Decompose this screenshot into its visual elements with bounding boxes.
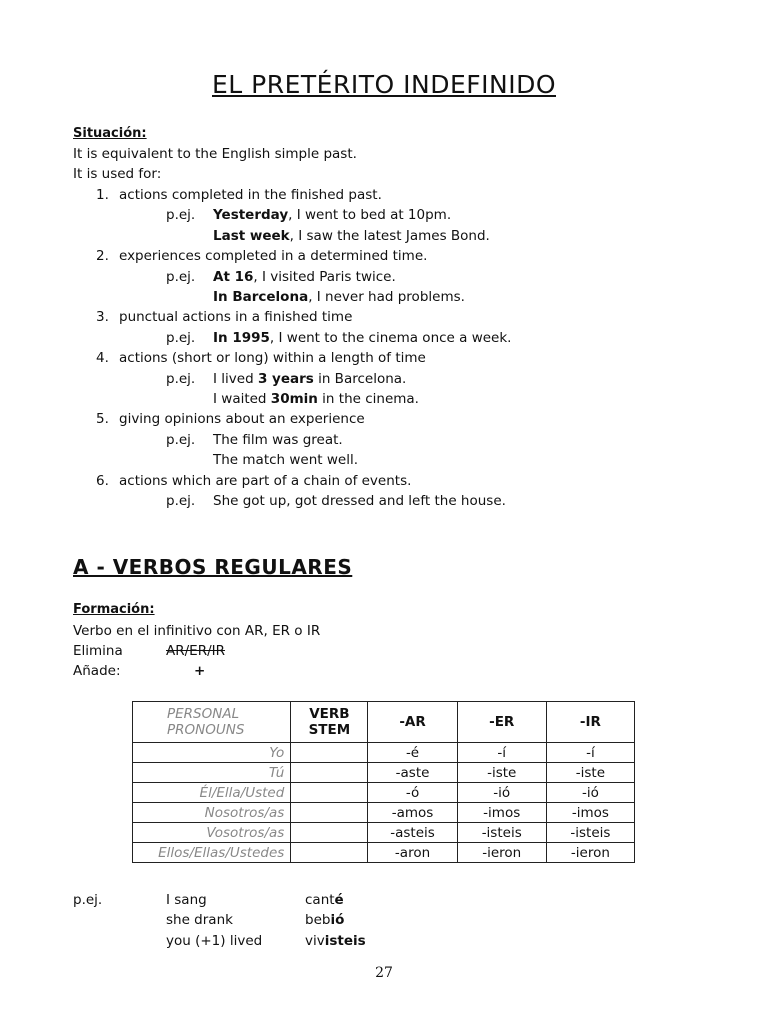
example-ending: isteis (324, 932, 366, 949)
ending-cell: -ió (546, 783, 634, 803)
example-sentence (213, 370, 406, 388)
example-english: she drank (166, 912, 233, 929)
ending-cell: -í (457, 743, 546, 763)
example-rest: , I saw the latest James Bond. (289, 227, 490, 244)
ending-cell: -isteis (546, 823, 634, 843)
stem-cell (291, 843, 368, 863)
use-number: 5. (96, 411, 109, 428)
example-rest: in Barcelona. (313, 370, 407, 387)
use-number: 6. (96, 472, 109, 489)
ending-cell: -í (546, 743, 634, 763)
example-rest: , I visited Paris twice. (253, 268, 396, 285)
anade-value: + (194, 663, 206, 679)
use-text: punctual actions in a finished time (119, 309, 353, 326)
example-pej: p.ej. (166, 431, 196, 448)
conjugation-table (132, 701, 635, 863)
table-header-cell: PERSONAL PRONOUNS (133, 702, 291, 743)
example-ending: ió (330, 912, 345, 929)
example-english: I sang (166, 892, 207, 908)
pronoun-cell: Tú (133, 763, 291, 783)
ending-cell: -ió (457, 783, 546, 803)
example-text: The match went well. (213, 452, 359, 469)
pronoun-cell: Él/Ella/Usted (133, 783, 291, 803)
ending-cell: -imos (457, 803, 546, 823)
example-rest: , I never had problems. (308, 289, 465, 305)
table-header-cell: VERB STEM (291, 702, 368, 743)
example-sentence (213, 268, 396, 286)
example-spanish (305, 891, 344, 909)
example-highlight: In 1995 (213, 329, 270, 346)
use-text: actions which are part of a chain of events. (119, 472, 412, 489)
use-number: 3. (96, 309, 109, 326)
use-number: 4. (96, 350, 109, 367)
table-header-cell: -AR (368, 702, 457, 743)
elimina-label: Elimina (73, 643, 123, 659)
stem-cell (291, 823, 368, 843)
ending-cell: -ieron (546, 843, 634, 863)
use-text: experiences completed in a determined time. (119, 248, 428, 265)
example-pej: p.ej. (166, 329, 196, 346)
page-number: 27 (375, 965, 393, 981)
table-row (133, 823, 635, 843)
use-text: giving opinions about an experience (119, 411, 365, 428)
section-a-heading: A - VERBOS REGULARES (73, 555, 353, 579)
table-row (133, 763, 635, 783)
example-highlight: 30min (270, 391, 318, 407)
ending-cell: -aron (368, 843, 457, 863)
ending-cell: -iste (457, 763, 546, 783)
ending-cell: -isteis (457, 823, 546, 843)
example-text: She got up, got dressed and left the house. (213, 493, 506, 509)
ending-cell: -ieron (457, 843, 546, 863)
example-pej: p.ej. (166, 268, 196, 285)
example-highlight: At 16 (213, 268, 254, 285)
formacion-line-1: Verbo en el infinitivo con AR, ER o IR (73, 623, 321, 639)
pronoun-cell: Vosotros/as (133, 823, 291, 843)
use-text: actions completed in the finished past. (119, 187, 382, 203)
example-sentence (213, 492, 506, 510)
page-title: EL PRETÉRITO INDEFINIDO (212, 70, 556, 99)
situacion-line-2: It is used for: (73, 166, 162, 182)
use-number: 1. (96, 187, 109, 203)
use-text: actions (short or long) within a length of time (119, 350, 426, 367)
examples-pej: p.ej. (73, 892, 103, 908)
stem-cell (291, 803, 368, 823)
example-stem: beb (305, 912, 331, 929)
example-sentence (213, 227, 490, 245)
example-sentence (213, 451, 358, 469)
example-highlight: Yesterday (213, 207, 289, 224)
table-header-cell: -IR (546, 702, 634, 743)
example-spanish (305, 932, 366, 950)
example-text: I lived (213, 370, 258, 387)
elimina-value: AR/ER/IR (166, 643, 225, 659)
example-sentence (213, 329, 511, 347)
table-header-row (133, 702, 635, 743)
anade-label: Añade: (73, 663, 121, 679)
ending-cell: -amos (368, 803, 457, 823)
example-text: The film was great. (213, 431, 343, 448)
example-stem: viv (305, 932, 325, 949)
example-rest: , I went to bed at 10pm. (288, 207, 452, 224)
table-row (133, 743, 635, 763)
example-sentence (213, 431, 343, 449)
pronoun-cell: Ellos/Ellas/Ustedes (133, 843, 291, 863)
table-row (133, 843, 635, 863)
stem-cell (291, 763, 368, 783)
example-sentence (213, 288, 465, 306)
table-row (133, 783, 635, 803)
example-pej: p.ej. (166, 493, 196, 509)
ending-cell: -asteis (368, 823, 457, 843)
stem-cell (291, 783, 368, 803)
table-row (133, 803, 635, 823)
example-stem: cant (305, 892, 335, 908)
example-rest: in the cinema. (317, 391, 419, 407)
example-sentence (213, 206, 451, 224)
pronoun-cell: Nosotros/as (133, 803, 291, 823)
ending-cell: -aste (368, 763, 457, 783)
ending-cell: -imos (546, 803, 634, 823)
example-highlight: Last week (213, 227, 290, 244)
formacion-heading: Formación: (73, 602, 155, 617)
situacion-heading: Situación: (73, 126, 147, 141)
table-header-cell: -ER (457, 702, 546, 743)
example-sentence (213, 390, 419, 408)
pronoun-cell: Yo (133, 743, 291, 763)
example-english: you (+1) lived (166, 932, 263, 949)
example-rest: , I went to the cinema once a week. (269, 329, 512, 346)
ending-cell: -ó (368, 783, 457, 803)
example-spanish (305, 911, 344, 929)
example-highlight: In Barcelona (213, 289, 309, 305)
example-pej: p.ej. (166, 207, 196, 224)
ending-cell: -é (368, 743, 457, 763)
ending-cell: -iste (546, 763, 634, 783)
example-pej: p.ej. (166, 370, 196, 387)
use-number: 2. (96, 248, 109, 265)
example-text: I waited (213, 391, 271, 407)
stem-cell (291, 743, 368, 763)
situacion-line-1: It is equivalent to the English simple past. (73, 146, 357, 162)
example-highlight: 3 years (257, 370, 314, 387)
example-ending: é (334, 892, 344, 908)
